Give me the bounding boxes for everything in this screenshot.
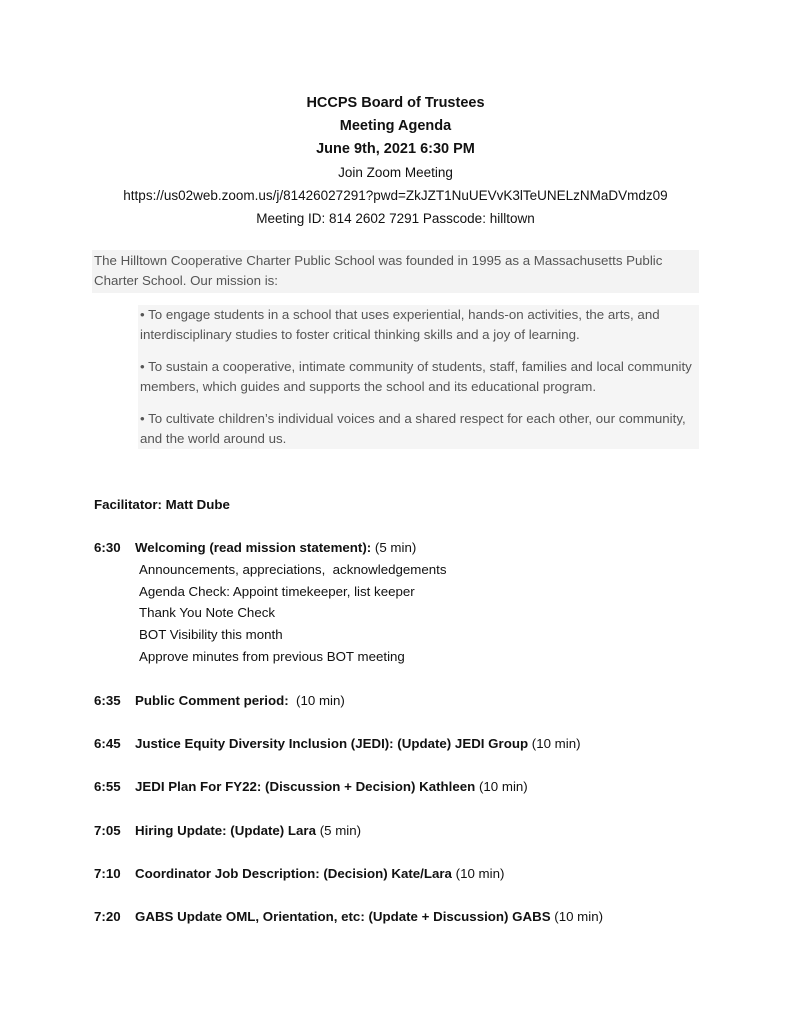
agenda-title: GABS Update OML, Orientation, etc: (Update + Discussion) GABS xyxy=(135,909,551,924)
agenda-time: 7:05 xyxy=(94,823,121,838)
agenda-subitem: Agenda Check: Appoint timekeeper, list keeper xyxy=(139,583,415,599)
facilitator: Facilitator: Matt Dube xyxy=(94,497,230,512)
agenda-duration: (10 min) xyxy=(475,779,528,794)
agenda-duration: (10 min) xyxy=(451,866,505,881)
agenda-time: 6:55 xyxy=(94,779,121,794)
document-header xyxy=(0,92,791,230)
agenda-time: 6:30 xyxy=(94,540,121,555)
agenda-subitem: Approve minutes from previous BOT meeting xyxy=(139,648,405,664)
agenda-duration: (10 min) xyxy=(288,693,345,708)
agenda-subitems xyxy=(139,559,447,668)
agenda-item-jedi-plan xyxy=(94,776,528,798)
meeting-date-time: June 9th, 2021 6:30 PM xyxy=(316,141,475,157)
join-zoom-label: Join Zoom Meeting xyxy=(338,165,453,180)
agenda-title: Hiring Update: (Update) Lara xyxy=(135,823,316,838)
agenda-duration: (10 min) xyxy=(528,736,581,751)
agenda-time: 6:45 xyxy=(94,736,121,751)
agenda-title: Public Comment period: xyxy=(135,693,289,708)
zoom-meeting-link[interactable]: https://us02web.zoom.us/j/81426027291?pwd=ZkJZT1NuUEVvK3lTeUNELzNMaDVmdz09 xyxy=(123,188,668,203)
doc-title: Meeting Agenda xyxy=(339,118,452,134)
mission-item: • To engage students in a school that uses experiential, hands-on activities, the arts, and interdisciplinary studies to foster critical thinking skills and a joy of learning. xyxy=(140,307,660,342)
agenda-duration: (5 min) xyxy=(316,823,362,838)
agenda-subitem: Thank You Note Check xyxy=(139,605,276,621)
agenda-title: Welcoming (read mission statement): xyxy=(135,540,372,555)
agenda-time: 6:35 xyxy=(94,693,121,708)
mission-intro: The Hilltown Cooperative Charter Public School was founded in 1995 as a Massachusetts Public Charter School. Our mission is: xyxy=(92,250,699,293)
agenda-duration: (10 min) xyxy=(550,909,604,924)
agenda-item-public-comment xyxy=(94,690,345,712)
agenda-title: Coordinator Job Description: (Decision) Kate/Lara xyxy=(135,866,452,881)
agenda-subitem: Announcements, appreciations, acknowledgements xyxy=(139,561,447,577)
org-title: HCCPS Board of Trustees xyxy=(306,95,485,111)
agenda-title: Justice Equity Diversity Inclusion (JEDI): (Update) JEDI Group xyxy=(135,736,529,751)
meeting-id-passcode: Meeting ID: 814 2602 7291 Passcode: hilltown xyxy=(256,211,535,226)
mission-list xyxy=(138,305,699,449)
agenda-item-gabs-update xyxy=(94,906,603,928)
agenda-item-coordinator-job xyxy=(94,863,504,885)
agenda-item-welcoming xyxy=(94,537,447,668)
mission-statement xyxy=(92,250,699,449)
mission-item: • To cultivate children’s individual voices and a shared respect for each other, our community, and the world around us. xyxy=(140,411,686,446)
agenda-time: 7:20 xyxy=(94,909,121,924)
mission-item: • To sustain a cooperative, intimate community of students, staff, families and local community members, which guides and supports the school and its educational program. xyxy=(140,359,692,394)
agenda-title: JEDI Plan For FY22: (Discussion + Decision) Kathleen xyxy=(135,779,476,794)
agenda-time: 7:10 xyxy=(94,866,121,881)
agenda-duration: (5 min) xyxy=(371,540,417,555)
agenda-item-jedi-update xyxy=(94,733,581,755)
agenda-item-hiring-update xyxy=(94,820,361,842)
agenda-subitem: BOT Visibility this month xyxy=(139,627,283,643)
